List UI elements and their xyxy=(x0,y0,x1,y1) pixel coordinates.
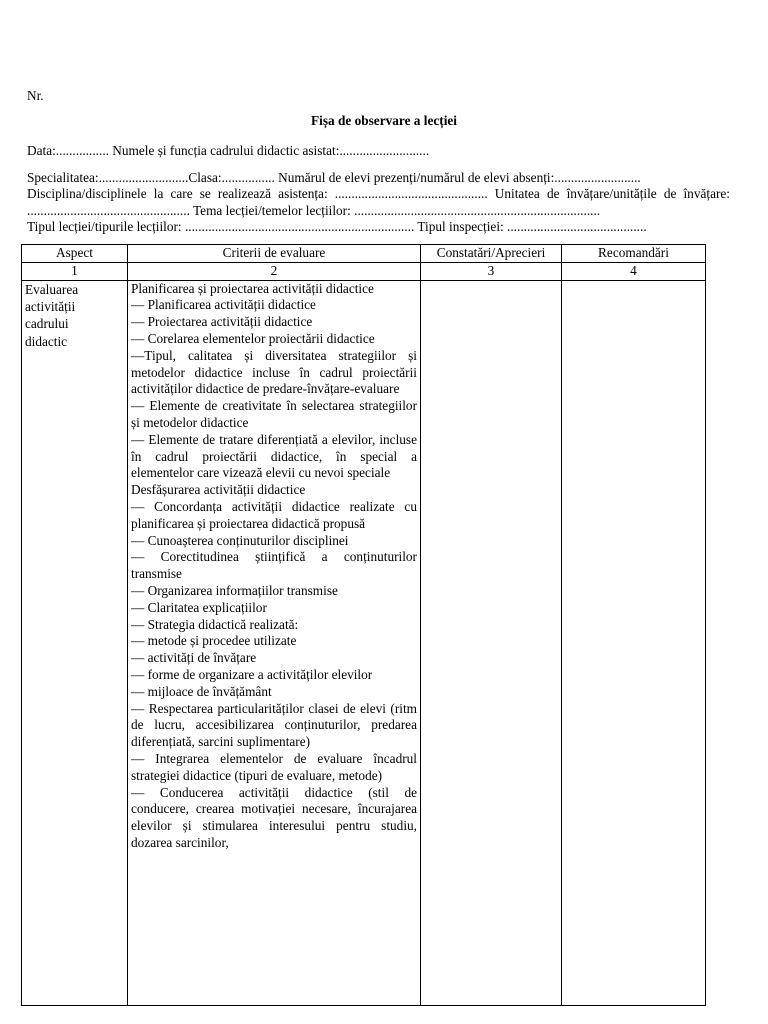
column-number: 4 xyxy=(562,262,706,280)
criteria-item: — Claritatea explicațiilor xyxy=(131,599,267,615)
header-findings: Constatări/Aprecieri xyxy=(421,245,562,263)
criteria-cell xyxy=(128,280,421,1005)
lesson-type-line: Tipul lecției/tipurile lecțiilor: ..................................................................... Tipul inspecției: .......................................... xyxy=(27,219,647,234)
discipline-unit-topic-line: Disciplina/disciplinele la care se realizează asistența: .............................................. Unitatea de învățare/unitățile de învățare: ................................................. Tema lecției/temelor lecțiilor: .......................................................................... xyxy=(27,186,730,218)
header-recommendations: Recomandări xyxy=(562,245,706,263)
observation-table xyxy=(21,244,706,1006)
criteria-item: —Tipul, calitatea și diversitatea strategiilor și metodelor didactice incluse în cadrul proiectării activităților didactice de predare-învățare-evaluare xyxy=(131,347,417,397)
criteria-item: — Corelarea elementelor proiectării didactice xyxy=(131,330,375,346)
column-number: 1 xyxy=(22,262,128,280)
criteria-item: — Elemente de tratare diferențiată a elevilor, incluse în cadrul proiectării didactice, în special a elementelor care vizează elevii cu nevoi speciale xyxy=(131,431,417,481)
criteria-item: — Proiectarea activității didactice xyxy=(131,314,313,330)
aspect-cell xyxy=(22,280,128,1005)
criteria-item: — Planificarea activității didactice xyxy=(131,297,316,313)
column-number: 2 xyxy=(128,262,421,280)
criteria-item: — Elemente de creativitate în selectarea strategiilor și metodelor didactice xyxy=(131,398,417,430)
aspect-text: Evaluarea activității cadrului didactic xyxy=(25,281,79,349)
criteria-item: — Strategia didactică realizată: xyxy=(131,616,299,632)
specialty-class-line: Specialitatea:...........................Clasa:................ Numărul de elevi prezenți/numărul de elevi absenți:.......................... xyxy=(27,170,641,185)
criteria-list xyxy=(131,281,417,1005)
criteria-item: — Cunoașterea conținuturilor disciplinei xyxy=(131,532,349,548)
column-number: 3 xyxy=(421,262,562,280)
recommendations-cell xyxy=(562,280,706,1005)
criteria-item: Desfășurarea activității didactice xyxy=(131,482,306,498)
page-title: Fișa de observare a lecției xyxy=(311,113,457,128)
criteria-item: — Concordanța activității didactice realizate cu planificarea și proiectarea didactică propusă xyxy=(131,498,417,531)
criteria-item: — Conducerea activității didactice (stil de conducere, crearea motivației necesare, încurajarea elevilor și stimularea interesului pentru studiu, dozarea sarcinilor, xyxy=(131,784,417,850)
criteria-item: Planificarea și proiectarea activității didactice xyxy=(131,280,374,296)
date-teacher-line: Data:................ Numele și funcția cadrului didactic asistat:........................... xyxy=(27,143,430,158)
criteria-item: — mijloace de învățământ xyxy=(131,683,272,699)
table-number-row xyxy=(22,262,706,280)
criteria-item: — Organizarea informațiilor transmise xyxy=(131,582,338,598)
table-row xyxy=(22,280,706,1005)
table-header-row xyxy=(22,245,706,263)
criteria-item: — Integrarea elementelor de evaluare încadrul strategiei didactice (tipuri de evaluare, metode) xyxy=(131,750,417,783)
criteria-item: — Respectarea particularităților clasei de elevi (ritm de lucru, accesibilizarea conținuturilor, predarea diferențiată, sarcini suplimentare) xyxy=(131,700,417,750)
document-number: Nr. xyxy=(27,88,44,103)
criteria-item: — forme de organizare a activităților elevilor xyxy=(131,666,373,682)
findings-cell xyxy=(421,280,562,1005)
criteria-item: — metode și procedee utilizate xyxy=(131,633,297,649)
header-criteria: Criterii de evaluare xyxy=(128,245,421,263)
criteria-item: — Corectitudinea științifică a conținuturilor transmise xyxy=(131,549,417,582)
criteria-item: — activități de învățare xyxy=(131,650,257,666)
header-aspect: Aspect xyxy=(22,245,128,263)
